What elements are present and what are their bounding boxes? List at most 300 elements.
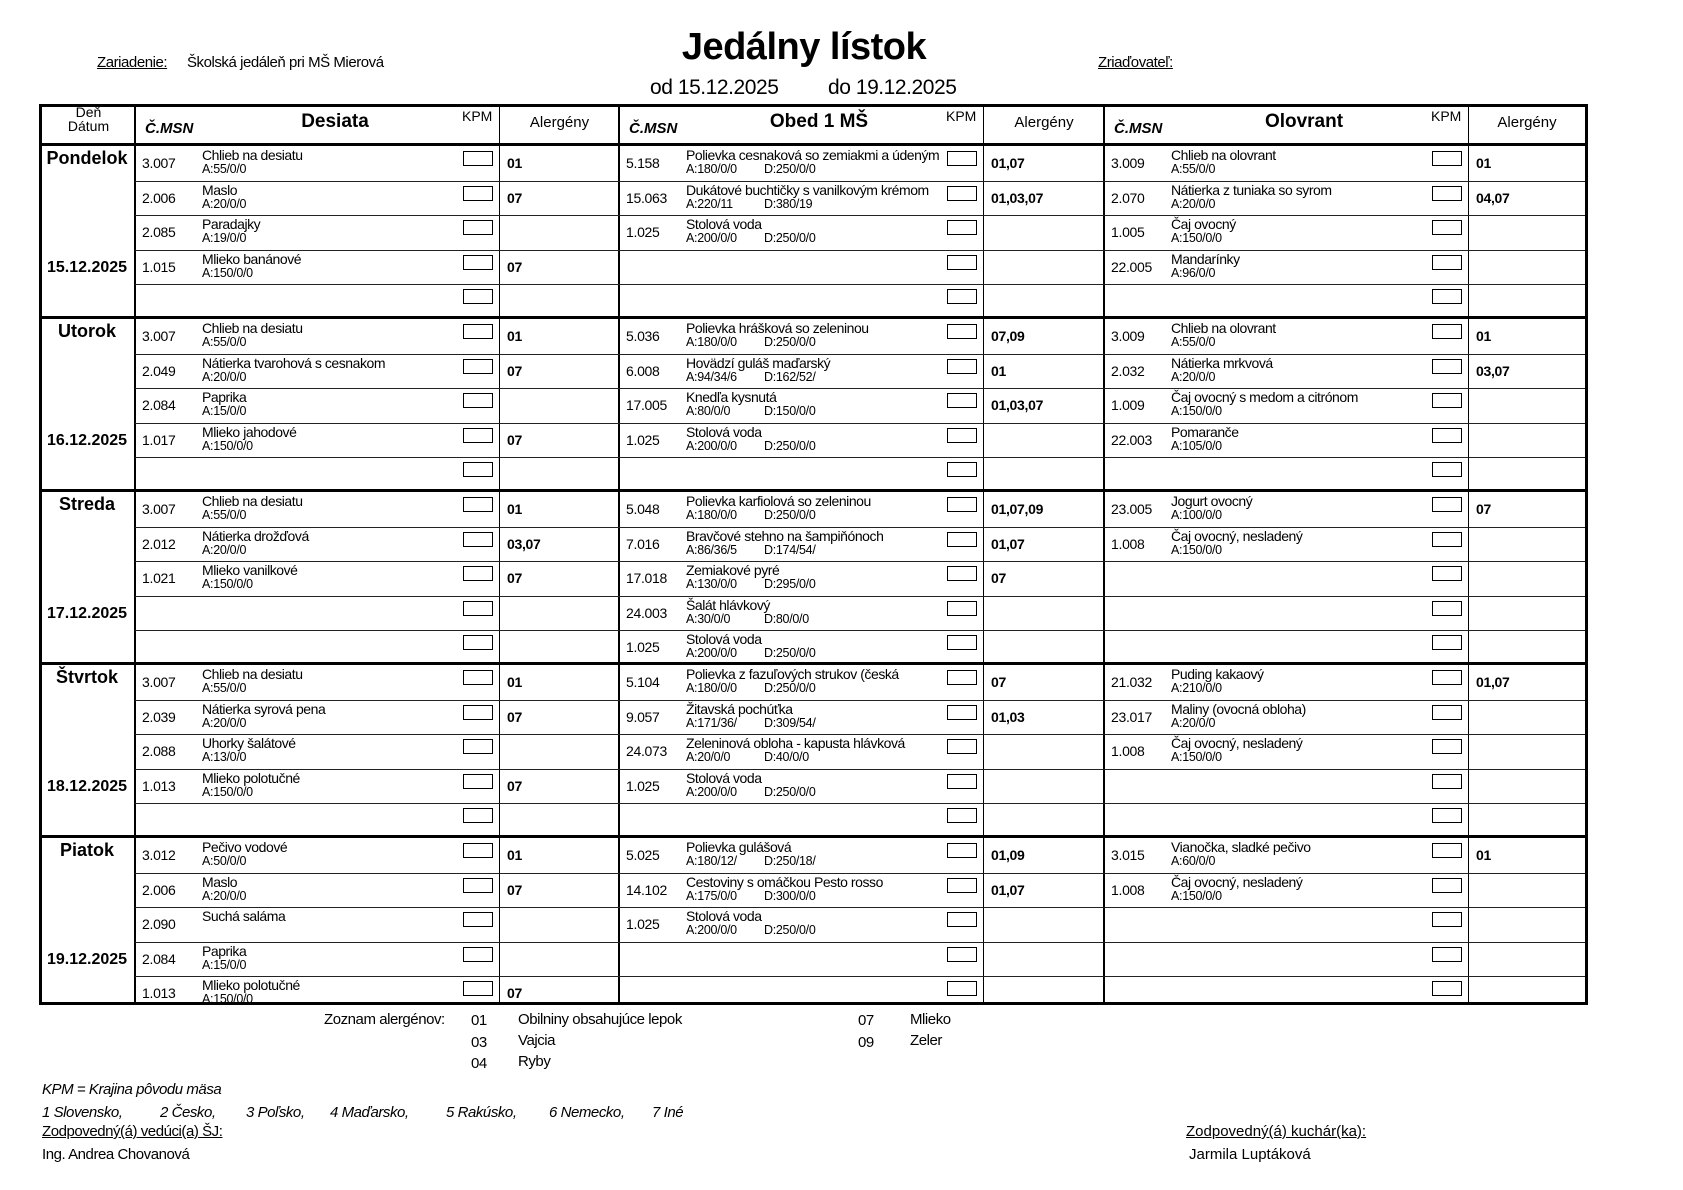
item-code: 23.017 [1111, 708, 1153, 725]
kpm-country: 7 Iné [652, 1104, 684, 1121]
kpm-checkbox[interactable] [1432, 428, 1462, 443]
kpm-checkbox[interactable] [947, 843, 977, 858]
kpm-checkbox[interactable] [463, 428, 493, 443]
item-name: Polievka hrášková so zeleninou [686, 320, 869, 336]
item-name: Zeleninová obloha - kapusta hlávková [686, 735, 905, 752]
kpm-checkbox[interactable] [947, 878, 977, 893]
item-portion-a: A:210/0/0 [1171, 681, 1222, 695]
item-allergens: 01 [507, 674, 522, 690]
item-portion-a: A:150/0/0 [1171, 542, 1222, 557]
item-name: Pečivo vodové [202, 839, 288, 855]
item-allergens: 04,07 [1476, 189, 1510, 206]
item-name: Polievka z fazuľových strukov (česká [686, 666, 899, 682]
kpm-checkbox[interactable] [463, 739, 493, 754]
item-allergens: 07 [991, 674, 1006, 690]
item-code: 2.088 [142, 743, 176, 760]
row-divider [1104, 976, 1585, 977]
item-portion-a: A:150/0/0 [1171, 231, 1222, 246]
kpm-checkbox[interactable] [463, 289, 493, 304]
kpm-checkbox[interactable] [947, 912, 977, 927]
item-code: 3.012 [142, 847, 176, 863]
item-allergens: 07 [507, 985, 522, 1002]
allergen-name: Vajcia [518, 1032, 556, 1049]
item-allergens: 01 [1476, 155, 1491, 171]
item-portion-a: A:20/0/0 [686, 750, 731, 765]
item-allergens: 07 [507, 431, 522, 448]
cook-label: Zodpovedný(á) kuchár(ka): [1186, 1123, 1367, 1140]
item-name: Stolová voda [686, 423, 762, 440]
item-name: Žitavská pochúťka [686, 700, 793, 717]
item-name: Čaj ovocný s medom a citrónom [1171, 389, 1358, 406]
item-name: Knedľa kysnutá [686, 389, 777, 406]
kpm-checkbox[interactable] [1432, 220, 1462, 235]
item-code: 2.084 [142, 397, 176, 414]
item-portion-a: A:100/0/0 [1171, 508, 1222, 522]
item-portion-a: A:20/0/0 [202, 369, 247, 384]
item-allergens: 07,09 [991, 328, 1025, 344]
item-code: 7.016 [626, 535, 660, 552]
kpm-checkbox[interactable] [947, 532, 977, 547]
item-code: 1.008 [1111, 743, 1145, 760]
day-header-line1: Deň [75, 104, 102, 120]
item-code: 3.007 [142, 674, 176, 690]
row-divider [619, 250, 1104, 251]
row-divider [1104, 561, 1585, 562]
kpm-checkbox[interactable] [463, 705, 493, 720]
item-code: 21.032 [1111, 674, 1153, 690]
kpm-column-header: KPM [1431, 108, 1462, 124]
kpm-checkbox[interactable] [1432, 843, 1462, 858]
kpm-checkbox[interactable] [463, 393, 493, 408]
item-allergens: 01,03,07 [991, 189, 1044, 206]
item-code: 1.013 [142, 985, 176, 1002]
item-code: 1.025 [626, 224, 660, 241]
kpm-checkbox[interactable] [947, 739, 977, 754]
meal-header-olovrant: Olovrant [1264, 111, 1344, 132]
row-divider [619, 942, 1104, 943]
item-allergens: 07 [507, 570, 522, 587]
item-portion-a: A:94/34/6 [686, 369, 737, 384]
item-portion-a: A:20/0/0 [1171, 196, 1216, 211]
kpm-checkbox[interactable] [463, 912, 493, 927]
kpm-country: 2 Česko, [160, 1104, 216, 1121]
item-allergens: 07 [507, 189, 522, 206]
kpm-country: 5 Rakúsko, [446, 1104, 517, 1121]
allergen-column-divider [1468, 107, 1469, 1002]
item-name: Cestoviny s omáčkou Pesto rosso [686, 873, 883, 890]
kpm-checkbox[interactable] [1432, 255, 1462, 270]
item-name: Mlieko polotučné [202, 769, 300, 786]
item-portion-a: A:150/0/0 [202, 438, 253, 453]
item-portion-a: A:55/0/0 [202, 335, 247, 349]
item-portion-d: D:250/0/0 [764, 681, 816, 695]
kpm-checkbox[interactable] [463, 808, 493, 823]
kpm-checkbox[interactable] [1432, 359, 1462, 374]
item-code: 2.039 [142, 708, 176, 725]
kpm-checkbox[interactable] [463, 635, 493, 650]
item-allergens: 07 [1476, 501, 1491, 517]
item-code: 3.007 [142, 328, 176, 344]
item-code: 17.018 [626, 570, 668, 587]
code-column-header: Č.MSN [629, 120, 678, 137]
kpm-checkbox[interactable] [1432, 981, 1462, 996]
kpm-checkbox[interactable] [1432, 462, 1462, 477]
kpm-country: 6 Nemecko, [549, 1104, 625, 1121]
kpm-checkbox[interactable] [947, 428, 977, 443]
item-portion-a: A:200/0/0 [686, 923, 737, 938]
section-divider [618, 107, 620, 1002]
item-code: 2.084 [142, 950, 176, 967]
item-allergens: 01 [1476, 328, 1491, 344]
kpm-checkbox[interactable] [1432, 532, 1462, 547]
day-date: 17.12.2025 [46, 605, 128, 622]
item-name: Nátierka syrová pena [202, 700, 326, 717]
item-name: Paradajky [202, 216, 261, 233]
item-portion-a: A:96/0/0 [1171, 265, 1216, 280]
kpm-checkbox[interactable] [947, 566, 977, 581]
item-code: 2.012 [142, 535, 176, 552]
kpm-checkbox[interactable] [1432, 705, 1462, 720]
item-code: 2.006 [142, 881, 176, 898]
item-code: 5.048 [626, 501, 660, 517]
allergen-legend-label: Zoznam alergénov: [324, 1011, 445, 1028]
item-name: Maslo [202, 873, 238, 890]
item-code: 5.025 [626, 847, 660, 863]
kpm-checkbox[interactable] [1432, 912, 1462, 927]
kpm-checkbox[interactable] [1432, 774, 1462, 789]
item-name: Bravčové stehno na šampiňónoch [686, 527, 884, 544]
item-allergens: 01,09 [991, 847, 1025, 863]
item-code: 1.005 [1111, 224, 1145, 241]
day-divider [42, 662, 1585, 665]
item-name: Maslo [202, 181, 238, 198]
item-portion-a: A:15/0/0 [202, 404, 247, 419]
item-allergens: 01,03,07 [991, 397, 1044, 414]
menu-table [39, 104, 1588, 1005]
kpm-checkbox[interactable] [463, 670, 493, 685]
item-portion-d: D:174/54/ [764, 542, 816, 557]
item-portion-a: A:50/0/0 [202, 854, 247, 868]
item-name: Stolová voda [686, 908, 762, 925]
kpm-checkbox[interactable] [947, 186, 977, 201]
item-allergens: 07 [507, 362, 522, 379]
item-portion-a: A:180/0/0 [686, 681, 737, 695]
item-portion-a: A:220/11 [686, 196, 733, 211]
kpm-checkbox[interactable] [947, 151, 977, 166]
item-code: 1.015 [142, 258, 176, 275]
day-name: Piatok [59, 840, 115, 860]
item-name: Mandarínky [1171, 250, 1240, 267]
kpm-definition: KPM = Krajina pôvodu mäsa [42, 1081, 222, 1098]
item-allergens: 07 [507, 881, 522, 898]
item-code: 14.102 [626, 881, 668, 898]
item-portion-d: D:40/0/0 [764, 750, 809, 765]
item-name: Nátierka z tuniaka so syrom [1171, 181, 1332, 198]
kpm-checkbox[interactable] [463, 359, 493, 374]
item-code: 3.015 [1111, 847, 1145, 863]
item-portion-a: A:180/0/0 [686, 335, 737, 349]
day-name: Pondelok [46, 148, 128, 168]
item-allergens: 01 [507, 328, 522, 344]
code-column-header: Č.MSN [145, 120, 194, 137]
kpm-country: 1 Slovensko, [42, 1104, 123, 1121]
item-portion-d: D:80/0/0 [764, 611, 809, 626]
item-code: 1.009 [1111, 397, 1145, 414]
kpm-checkbox[interactable] [1432, 497, 1462, 512]
item-name: Polievka karfiolová so zeleninou [686, 493, 871, 509]
item-code: 1.025 [626, 777, 660, 794]
item-name: Chlieb na desiatu [202, 666, 303, 682]
allergens-column-header: Alergény [1014, 114, 1074, 131]
item-name: Puding kakaový [1171, 666, 1264, 682]
kpm-checkbox[interactable] [1432, 635, 1462, 650]
item-allergens: 01 [507, 501, 522, 517]
item-allergens: 01,07 [991, 535, 1025, 552]
kpm-checkbox[interactable] [947, 289, 977, 304]
kpm-checkbox[interactable] [463, 843, 493, 858]
item-allergens: 07 [991, 570, 1006, 587]
kpm-checkbox[interactable] [463, 601, 493, 616]
item-portion-a: A:15/0/0 [202, 957, 247, 972]
kpm-checkbox[interactable] [1432, 739, 1462, 754]
kpm-checkbox[interactable] [947, 497, 977, 512]
kpm-checkbox[interactable] [947, 601, 977, 616]
meal-header-desiata: Desiata [301, 111, 369, 132]
item-code: 3.007 [142, 155, 176, 171]
day-name: Streda [58, 494, 116, 514]
item-portion-d: D:250/0/0 [764, 162, 816, 176]
facility-value: Školská jedáleň pri MŠ Mierová [187, 54, 384, 71]
kpm-checkbox[interactable] [463, 981, 493, 996]
item-portion-a: A:60/0/0 [1171, 854, 1216, 868]
item-code: 3.007 [142, 501, 176, 517]
kpm-checkbox[interactable] [947, 947, 977, 962]
item-portion-d: D:300/0/0 [764, 888, 816, 903]
manager-name: Ing. Andrea Chovanová [42, 1146, 190, 1163]
kpm-checkbox[interactable] [1432, 670, 1462, 685]
item-code: 22.005 [1111, 258, 1153, 275]
item-name: Polievka gulášová [686, 839, 792, 855]
kpm-checkbox[interactable] [1432, 289, 1462, 304]
allergen-name: Mlieko [910, 1011, 951, 1028]
kpm-checkbox[interactable] [947, 255, 977, 270]
kpm-checkbox[interactable] [947, 635, 977, 650]
manager-label: Zodpovedný(á) vedúci(a) ŠJ: [42, 1123, 223, 1140]
item-portion-a: A:20/0/0 [1171, 369, 1216, 384]
item-portion-a: A:19/0/0 [202, 231, 247, 246]
item-code: 17.005 [626, 397, 668, 414]
item-code: 9.057 [626, 708, 660, 725]
kpm-checkbox[interactable] [1432, 878, 1462, 893]
kpm-checkbox[interactable] [1432, 601, 1462, 616]
date-header-line2: Dátum [67, 118, 110, 134]
kpm-checkbox[interactable] [463, 151, 493, 166]
founder-label: Zriaďovateľ: [1098, 54, 1173, 71]
item-code: 5.158 [626, 155, 660, 171]
item-portion-a: A:55/0/0 [202, 162, 247, 176]
kpm-checkbox[interactable] [463, 532, 493, 547]
item-allergens: 03,07 [507, 535, 541, 552]
kpm-checkbox[interactable] [463, 220, 493, 235]
item-portion-a: A:20/0/0 [202, 715, 247, 730]
item-portion-a: A:200/0/0 [686, 438, 737, 453]
item-allergens: 01,07,09 [991, 501, 1044, 517]
allergen-code: 03 [471, 1034, 487, 1051]
facility-label: Zariadenie: [97, 54, 168, 71]
kpm-checkbox[interactable] [1432, 186, 1462, 201]
item-portion-a: A:13/0/0 [202, 750, 247, 765]
day-date: 18.12.2025 [46, 778, 128, 795]
kpm-country: 3 Poľsko, [246, 1104, 305, 1121]
item-name: Stolová voda [686, 216, 762, 233]
item-portion-d: D:250/0/0 [764, 508, 816, 522]
allergens-column-header: Alergény [1497, 114, 1557, 131]
item-code: 2.070 [1111, 189, 1145, 206]
kpm-checkbox[interactable] [463, 255, 493, 270]
kpm-checkbox[interactable] [1432, 808, 1462, 823]
item-code: 2.006 [142, 189, 176, 206]
item-portion-a: A:55/0/0 [1171, 335, 1216, 349]
kpm-checkbox[interactable] [1432, 566, 1462, 581]
row-divider [135, 596, 619, 597]
item-portion-a: A:180/0/0 [686, 508, 737, 522]
item-portion-d: D:250/0/0 [764, 335, 816, 349]
item-portion-d: D:150/0/0 [764, 404, 816, 419]
row-divider [619, 976, 1104, 977]
item-portion-a: A:150/0/0 [202, 784, 253, 799]
allergen-name: Ryby [518, 1053, 551, 1070]
row-divider [619, 284, 1104, 285]
item-name: Chlieb na desiatu [202, 147, 303, 163]
item-name: Vianočka, sladké pečivo [1171, 839, 1311, 855]
kpm-checkbox[interactable] [463, 566, 493, 581]
row-divider [1104, 284, 1585, 285]
day-name: Utorok [58, 321, 116, 341]
item-portion-d: D:250/0/0 [764, 923, 816, 938]
item-name: Čaj ovocný, nesladený [1171, 873, 1303, 890]
item-code: 22.003 [1111, 431, 1153, 448]
item-portion-d: D:250/0/0 [764, 438, 816, 453]
kpm-checkbox[interactable] [947, 774, 977, 789]
item-name: Nátierka tvarohová s cesnakom [202, 354, 386, 371]
item-portion-d: D:309/54/ [764, 715, 816, 730]
kpm-checkbox[interactable] [1432, 947, 1462, 962]
item-portion-a: A:180/12/ [686, 854, 737, 868]
kpm-checkbox[interactable] [1432, 393, 1462, 408]
item-portion-a: A:20/0/0 [202, 888, 247, 903]
item-portion-a: A:55/0/0 [202, 681, 247, 695]
day-column-divider [134, 107, 136, 1002]
item-portion-a: A:150/0/0 [202, 265, 253, 280]
kpm-checkbox[interactable] [463, 186, 493, 201]
item-code: 6.008 [626, 362, 660, 379]
kpm-checkbox[interactable] [947, 220, 977, 235]
item-name: Jogurt ovocný [1171, 493, 1253, 509]
kpm-checkbox[interactable] [463, 774, 493, 789]
kpm-checkbox[interactable] [947, 462, 977, 477]
item-allergens: 07 [507, 708, 522, 725]
item-name: Šalát hlávkový [686, 596, 770, 613]
item-allergens: 01,07 [991, 155, 1025, 171]
item-name: Maliny (ovocná obloha) [1171, 700, 1306, 717]
item-name: Čaj ovocný, nesladený [1171, 527, 1303, 544]
item-portion-d: D:295/0/0 [764, 577, 816, 592]
item-code: 1.021 [142, 570, 176, 587]
date-to: do 19.12.2025 [828, 76, 957, 99]
item-name: Dukátové buchtičky s vanilkovým krémom [686, 181, 929, 198]
item-name: Mlieko vanilkové [202, 562, 298, 579]
row-divider [1104, 596, 1585, 597]
kpm-checkbox[interactable] [463, 462, 493, 477]
kpm-checkbox[interactable] [947, 359, 977, 374]
item-portion-a: A:105/0/0 [1171, 438, 1222, 453]
kpm-checkbox[interactable] [947, 324, 977, 339]
section-divider [1103, 107, 1105, 1002]
item-name: Uhorky šalátové [202, 735, 296, 752]
item-portion-a: A:180/0/0 [686, 162, 737, 176]
item-portion-a: A:80/0/0 [686, 404, 731, 419]
kpm-checkbox[interactable] [947, 981, 977, 996]
item-portion-a: A:20/0/0 [1171, 715, 1216, 730]
day-divider [42, 316, 1585, 319]
item-portion-d: D:380/19 [764, 196, 813, 211]
kpm-checkbox[interactable] [463, 878, 493, 893]
item-allergens: 01 [507, 155, 522, 171]
item-code: 1.013 [142, 777, 176, 794]
item-code: 2.049 [142, 362, 176, 379]
item-code: 2.085 [142, 224, 176, 241]
kpm-column-header: KPM [946, 108, 977, 124]
allergen-code: 09 [858, 1034, 874, 1051]
kpm-checkbox[interactable] [463, 497, 493, 512]
kpm-checkbox[interactable] [1432, 324, 1462, 339]
item-portion-a: A:200/0/0 [686, 646, 737, 661]
day-date: 16.12.2025 [46, 432, 128, 449]
item-name: Stolová voda [686, 769, 762, 786]
day-divider [42, 835, 1585, 838]
kpm-checkbox[interactable] [1432, 151, 1462, 166]
kpm-checkbox[interactable] [947, 705, 977, 720]
item-code: 5.036 [626, 328, 660, 344]
item-name: Paprika [202, 389, 247, 406]
kpm-checkbox[interactable] [947, 808, 977, 823]
item-name: Čaj ovocný, nesladený [1171, 735, 1303, 752]
date-from: od 15.12.2025 [650, 76, 779, 99]
item-code: 1.025 [626, 639, 660, 656]
day-date: 19.12.2025 [46, 951, 128, 968]
allergens-column-header: Alergény [529, 114, 590, 131]
item-allergens: 01 [1476, 847, 1491, 863]
allergen-code: 07 [858, 1012, 874, 1029]
page-title: Jedálny lístok [681, 26, 927, 68]
kpm-checkbox[interactable] [947, 393, 977, 408]
allergen-code: 01 [471, 1012, 487, 1029]
kpm-checkbox[interactable] [947, 670, 977, 685]
item-name: Chlieb na olovrant [1171, 320, 1276, 336]
item-portion-a: A:150/0/0 [202, 992, 253, 1007]
item-code: 1.025 [626, 431, 660, 448]
item-code: 3.009 [1111, 155, 1145, 171]
item-portion-a: A:150/0/0 [1171, 888, 1222, 903]
item-code: 2.032 [1111, 362, 1145, 379]
allergen-column-divider [499, 107, 500, 1002]
item-allergens: 07 [507, 777, 522, 794]
kpm-checkbox[interactable] [463, 947, 493, 962]
item-allergens: 01,07 [1476, 674, 1510, 690]
item-name: Mlieko banánové [202, 250, 302, 267]
item-portion-d: D:250/0/0 [764, 784, 816, 799]
kpm-checkbox[interactable] [463, 324, 493, 339]
